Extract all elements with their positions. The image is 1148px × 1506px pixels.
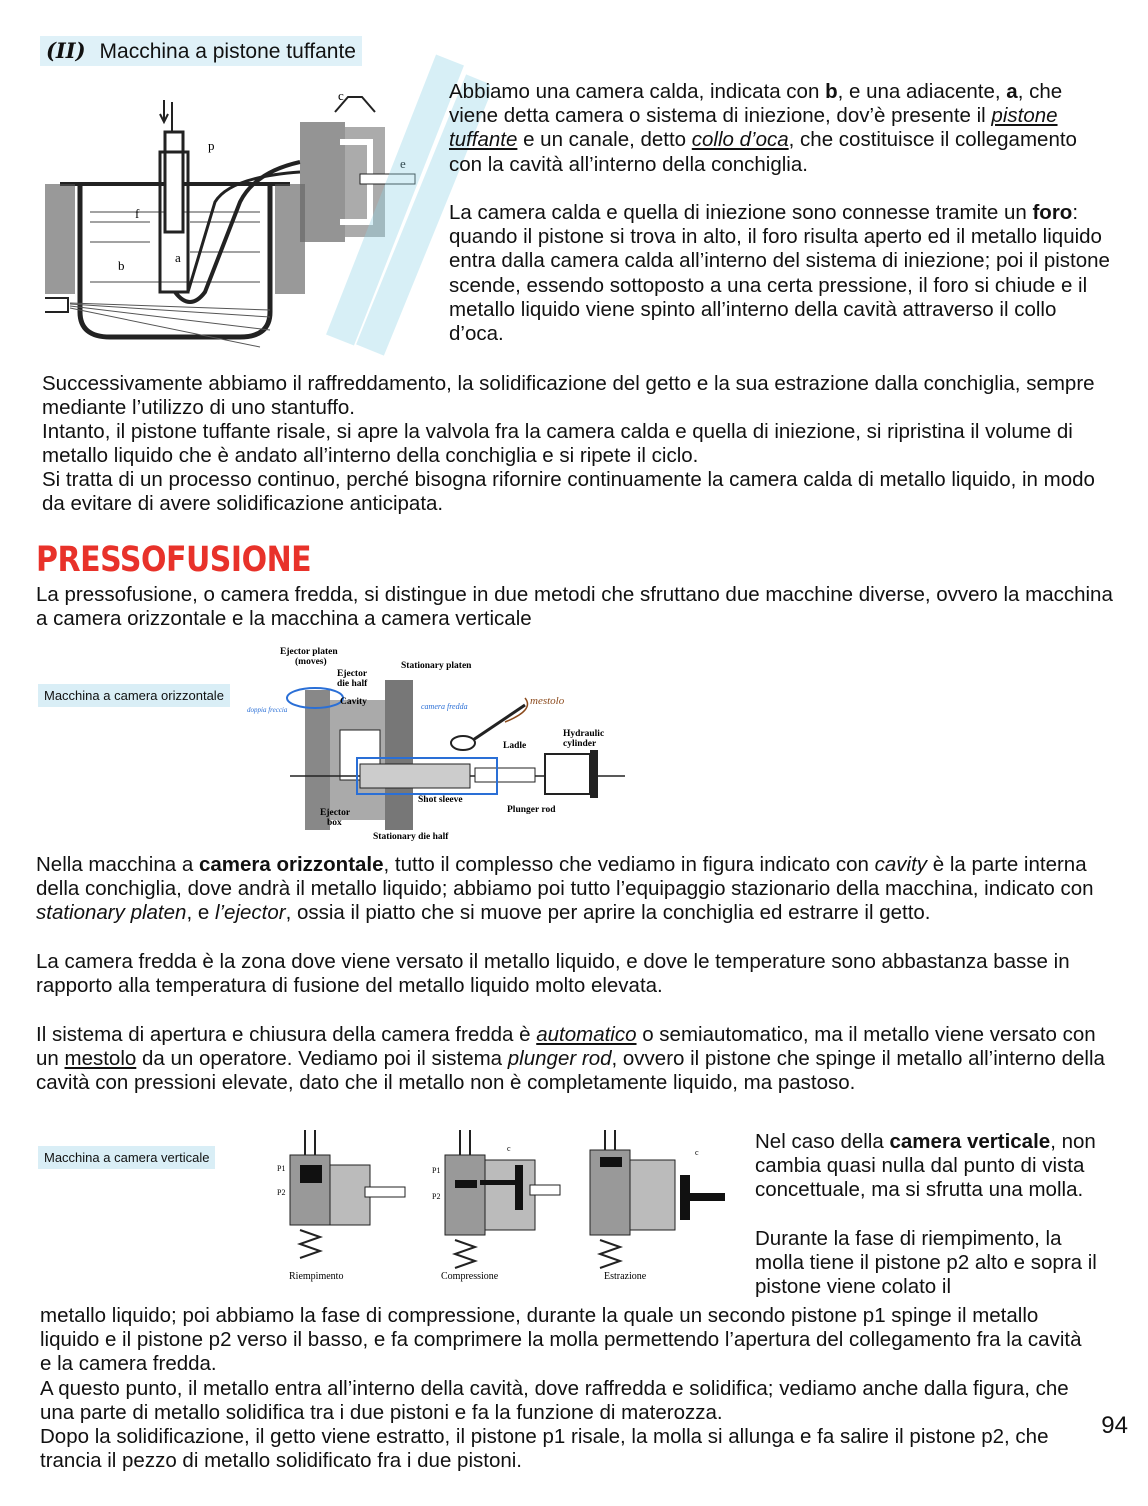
paragraph-2: La camera calda e quella di iniezione sono connesse tramite un foro: quando il pistone si trova in alto, il foro risulta aperto ed il metallo liquido entra dalla camera calda all’interno del sistema di iniezione; poi il pistone scende, essendo sottoposto a una certa pressione, il foro si chiude e il metallo liquido viene spinto all’interno della cavità attraverso il collo d’oca. [449, 201, 1110, 346]
fig2-moves: (moves) [295, 657, 327, 667]
paragraph-6: Nella macchina a camera orizzontale, tutto il complesso che vediamo in figura indicato con cavity è la parte interna della conchiglia, dove andrà il metallo liquido; abbiamo poi tutto l’equipaggio stazionario della macchina, indicato con stationary platen, e l’ejector, ossia il piatto che si muove per aprire la conchiglia ed estrarre il getto. [36, 853, 1094, 925]
fig1-label-f: f [135, 206, 140, 221]
fig3-label-box [38, 1146, 215, 1169]
fig2-cavity: Cavity [340, 697, 367, 707]
page-number: 94 [1101, 1412, 1128, 1439]
horizontal-chamber-figure [245, 640, 630, 845]
fig2-ejector-platen: Ejector platen [280, 647, 338, 657]
fig3-caption-riempimento: Riempimento [289, 1271, 344, 1282]
fig2-stationary-die-half: Stationary die half [373, 832, 449, 842]
paragraph-10: metallo liquido; poi abbiamo la fase di compressione, durante la quale un secondo pistone p1 spinge il metallo liquido e il pistone p2 verso il basso, e fa comprimere la molla permettendo l’apertura del collegamento fra la cavità e la camera fredda. [40, 1304, 1082, 1376]
paragraph-11: A questo punto, il metallo entra all’interno della cavità, dove raffredda e solidifica; vediamo anche dalla figura, che una parte di metallo solidifica tra i due pistoni e fa la funzione di materozza. [40, 1377, 1069, 1425]
fig2-plunger-rod: Plunger rod [507, 805, 556, 815]
heading-roman: (II) [46, 38, 86, 63]
fig2-ejector-box-2: box [327, 818, 342, 828]
fig2-mestolo: mestolo [530, 695, 565, 707]
fig2-hydraulic: Hydraulic [563, 729, 605, 739]
fig2-label: Macchina a camera orizzontale [38, 684, 230, 707]
fig2-ejector-die: Ejector [337, 669, 368, 679]
fig1-label-p: p [208, 138, 215, 153]
fig2-camera-fredda: camera fredda [421, 702, 468, 711]
fig2-cylinder: cylinder [563, 739, 597, 749]
fig2-doppia-freccia: doppia freccia [247, 706, 288, 714]
heading-title: Macchina a pistone tuffante [99, 40, 356, 63]
fig3-caption-compressione: Compressione [441, 1271, 499, 1282]
paragraph-1: Abbiamo una camera calda, indicata con b, e una adiacente, a, che viene detta camera o sistema di iniezione, dov’è presente il pistone tuffante e un canale, detto collo d’oca, che costituisce il collegamento con la cavità all’interno della conchiglia. [449, 80, 1077, 176]
fig2-die-half: die half [337, 679, 368, 689]
paragraph-9: Nel caso della camera verticale, non cambia quasi nulla dal punto di vista concettuale, ma si sfrutta una molla. [755, 1130, 1096, 1202]
fig2-stationary-platen: Stationary platen [401, 661, 472, 671]
fig1-label-a: a [175, 250, 181, 265]
paragraph-9b: Durante la fase di riempimento, la molla tiene il pistone p2 alto e sopra il pistone viene colato il [755, 1227, 1097, 1299]
fig2-ladle: Ladle [503, 741, 527, 751]
fig3-caption-estrazione: Estrazione [604, 1271, 647, 1282]
intro-paragraph: La pressofusione, o camera fredda, si distingue in due metodi che sfruttano due macchine diverse, ovvero la macchina a camera orizzontale e la macchina a camera verticale [36, 583, 1113, 631]
fig3-stage2-p1: P1 [432, 1166, 441, 1175]
paragraph-4: Intanto, il pistone tuffante risale, si apre la valvola fra la camera calda e quella di iniezione, si ripristina il volume di metallo liquido che è andato all’interno della conchiglia e si ripete il ciclo. [42, 420, 1073, 468]
fig1-label-e: e [400, 156, 406, 171]
fig1-label-c: c [338, 88, 344, 103]
fig3-label: Macchina a camera verticale [38, 1146, 215, 1169]
fig2-shot-sleeve: Shot sleeve [418, 795, 463, 805]
fig2-label-box [38, 684, 230, 707]
paragraph-5: Si tratta di un processo continuo, perché bisogna rifornire continuamente la camera calda di metallo liquido, in modo da evitare di avere solidificazione anticipata. [42, 468, 1095, 516]
fig3-stage2-p2: P2 [432, 1192, 441, 1201]
fig3-stage3-c: c [695, 1148, 699, 1157]
section-title-pressofusione: PRESSOFUSIONE [36, 540, 312, 581]
fig1-label-b: b [118, 258, 125, 273]
fig3-stage1-p2: P2 [277, 1188, 286, 1197]
paragraph-3: Successivamente abbiamo il raffreddamento, la solidificazione del getto e la sua estrazione dalla conchiglia, sempre mediante l’utilizzo di uno stantuffo. [42, 372, 1095, 420]
vertical-chamber-figure [275, 1125, 745, 1285]
paragraph-7: La camera fredda è la zona dove viene versato il metallo liquido, e dove le temperature sono abbastanza basse in rapporto alla temperatura di fusione del metallo liquido molto elevata. [36, 950, 1070, 998]
fig2-ejector-box-1: Ejector [320, 808, 351, 818]
fig3-stage2-c: c [507, 1144, 511, 1153]
fig3-stage1-p1: P1 [277, 1164, 286, 1173]
paragraph-12: Dopo la solidificazione, il getto viene estratto, il pistone p1 risale, la molla si allunga e fa salire il pistone p2, che trancia il pezzo di metallo solidificato fra i due pistoni. [40, 1425, 1049, 1473]
paragraph-8: Il sistema di apertura e chiusura della camera fredda è automatico o semiautomatico, ma il metallo viene versato con un mestolo da un operatore. Vediamo poi il sistema plunger rod, ovvero il pistone che spinge il metallo all’interno della cavità con pressioni elevate, dato che il metallo non è completamente liquido, ma pastoso. [36, 1023, 1105, 1095]
